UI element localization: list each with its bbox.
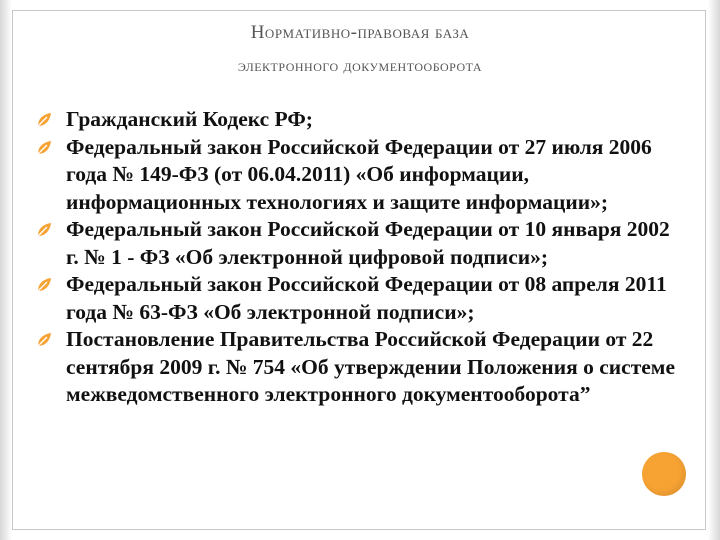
title-line-2: электронного документооборота [237, 56, 483, 75]
list-item-text: Федеральный закон Российской Федерации от 10 января 2002 г. № 1 - ФЗ «Об электронной цифровой подписи»; [66, 217, 670, 269]
leaf-icon [36, 277, 52, 293]
list-item-text: Гражданский Кодекс РФ; [66, 107, 313, 131]
bullet-list [36, 106, 686, 409]
decorative-orb [642, 452, 686, 496]
list-item-text: Постановление Правительства Российской Федерации от 22 сентября 2009 г. № 754 «Об утверждении Положения о системе межведомственного электронного документооборота” [66, 327, 675, 406]
leaf-icon [36, 140, 52, 156]
leaf-icon [36, 222, 52, 238]
list-item [36, 326, 686, 409]
list-item [36, 106, 686, 134]
list-item [36, 216, 686, 271]
list-item [36, 271, 686, 326]
slide-title [0, 20, 720, 86]
list-item [36, 134, 686, 217]
title-line-1: Нормативно-правовая база [250, 22, 470, 43]
leaf-icon [36, 332, 52, 348]
list-item-text: Федеральный закон Российской Федерации от 27 июля 2006 года № 149-ФЗ (от 06.04.2011) «Об информации, информационных технологиях и защите информации»; [66, 134, 652, 214]
leaf-icon [36, 112, 52, 128]
list-item-text: Федеральный закон Российской Федерации от 08 апреля 2011 года № 63-ФЗ «Об электронной подписи»; [66, 272, 667, 324]
